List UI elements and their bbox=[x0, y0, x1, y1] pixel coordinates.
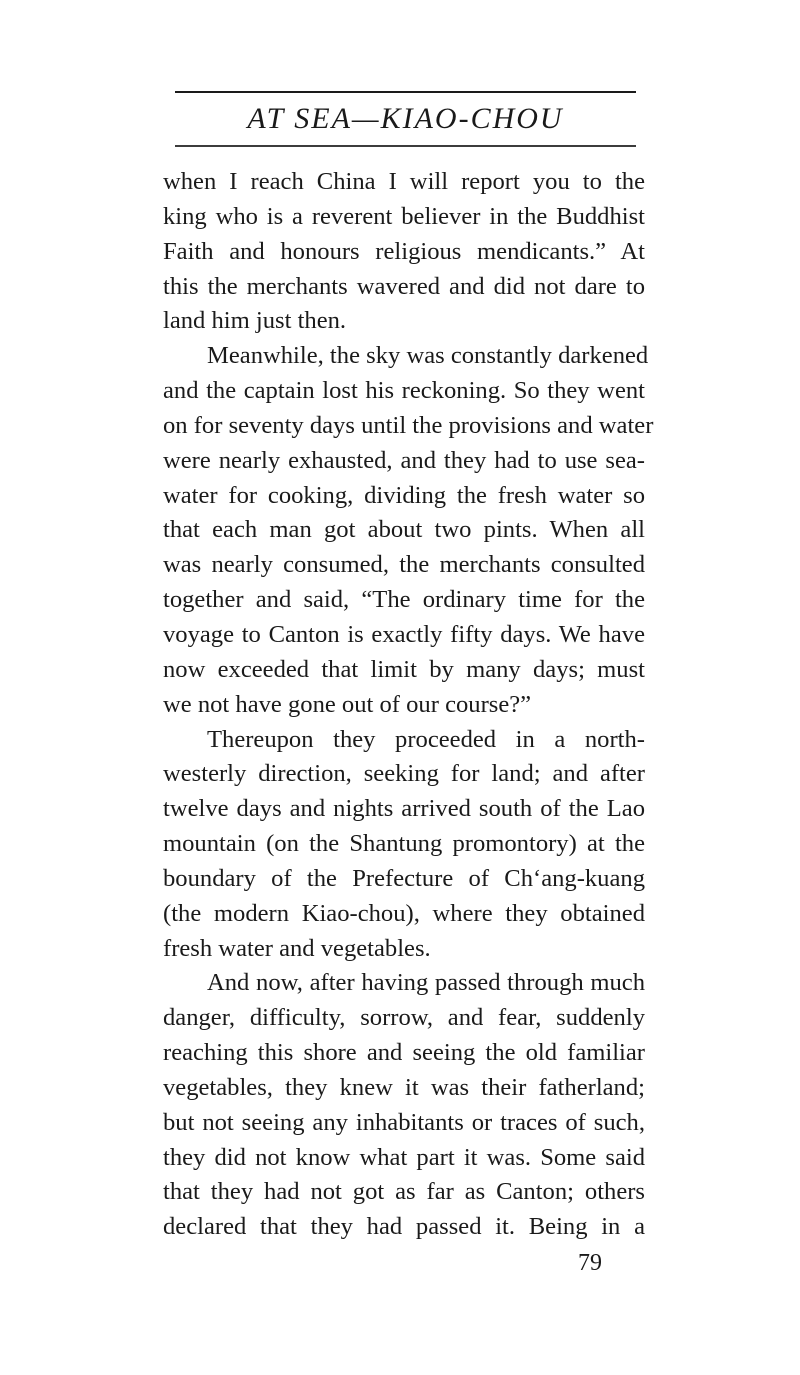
text-line: now exceeded that limit by many days; must bbox=[163, 655, 645, 683]
text-line: vegetables, they knew it was their fatherland; bbox=[163, 1073, 645, 1101]
text-line: and the captain lost his reckoning. So they went bbox=[163, 377, 645, 405]
text-line: reaching this shore and seeing the old familiar bbox=[163, 1039, 645, 1067]
text-line: land him just then. bbox=[163, 307, 347, 335]
text-line: boundary of the Prefecture of Chʻang-kuang bbox=[163, 864, 645, 892]
text-line: we not have gone out of our course?” bbox=[163, 690, 532, 718]
text-line: fresh water and vegetables. bbox=[163, 934, 431, 962]
text-line: Meanwhile, the sky was constantly darkened bbox=[207, 342, 649, 370]
text-line: was nearly consumed, the merchants consulted bbox=[163, 551, 645, 579]
text-line: voyage to Canton is exactly fifty days. We have bbox=[163, 620, 645, 648]
text-line: (the modern Kiao-chou), where they obtained bbox=[163, 899, 645, 927]
text-line: were nearly exhausted, and they had to use sea- bbox=[163, 446, 645, 474]
text-line: mountain (on the Shantung promontory) at the bbox=[163, 830, 645, 858]
text-line: when I reach China I will report you to the bbox=[163, 168, 645, 195]
text-line: that they had not got as far as Canton; others bbox=[163, 1178, 645, 1206]
text-line: And now, after having passed through much bbox=[207, 969, 645, 997]
text-line: twelve days and nights arrived south of the Lao bbox=[163, 795, 645, 823]
header-rule-bottom bbox=[175, 145, 636, 147]
text-line: westerly direction, seeking for land; and after bbox=[163, 760, 645, 788]
text-line: on for seventy days until the provisions and water bbox=[163, 411, 654, 439]
body-text bbox=[163, 165, 654, 1245]
text-line: together and said, “The ordinary time for the bbox=[163, 586, 645, 614]
text-line: this the merchants wavered and did not dare to bbox=[163, 272, 645, 300]
page-number: 79 bbox=[578, 1250, 602, 1276]
header-rule-top bbox=[175, 91, 636, 93]
text-line: but not seeing any inhabitants or traces of such, bbox=[163, 1108, 645, 1136]
text-line: Thereupon they proceeded in a north- bbox=[207, 725, 645, 753]
text-line: declared that they had passed it. Being in a bbox=[163, 1213, 645, 1241]
text-line: Faith and honours religious mendicants.” At bbox=[163, 237, 645, 265]
text-line: king who is a reverent believer in the Buddhist bbox=[163, 202, 645, 230]
text-line: that each man got about two pints. When all bbox=[163, 516, 645, 544]
text-line: danger, difficulty, sorrow, and fear, suddenly bbox=[163, 1004, 645, 1032]
text-line: water for cooking, dividing the fresh water so bbox=[163, 481, 645, 509]
text-line: they did not know what part it was. Some said bbox=[163, 1143, 645, 1171]
running-head: AT SEA—KIAO-CHOU bbox=[247, 102, 564, 135]
